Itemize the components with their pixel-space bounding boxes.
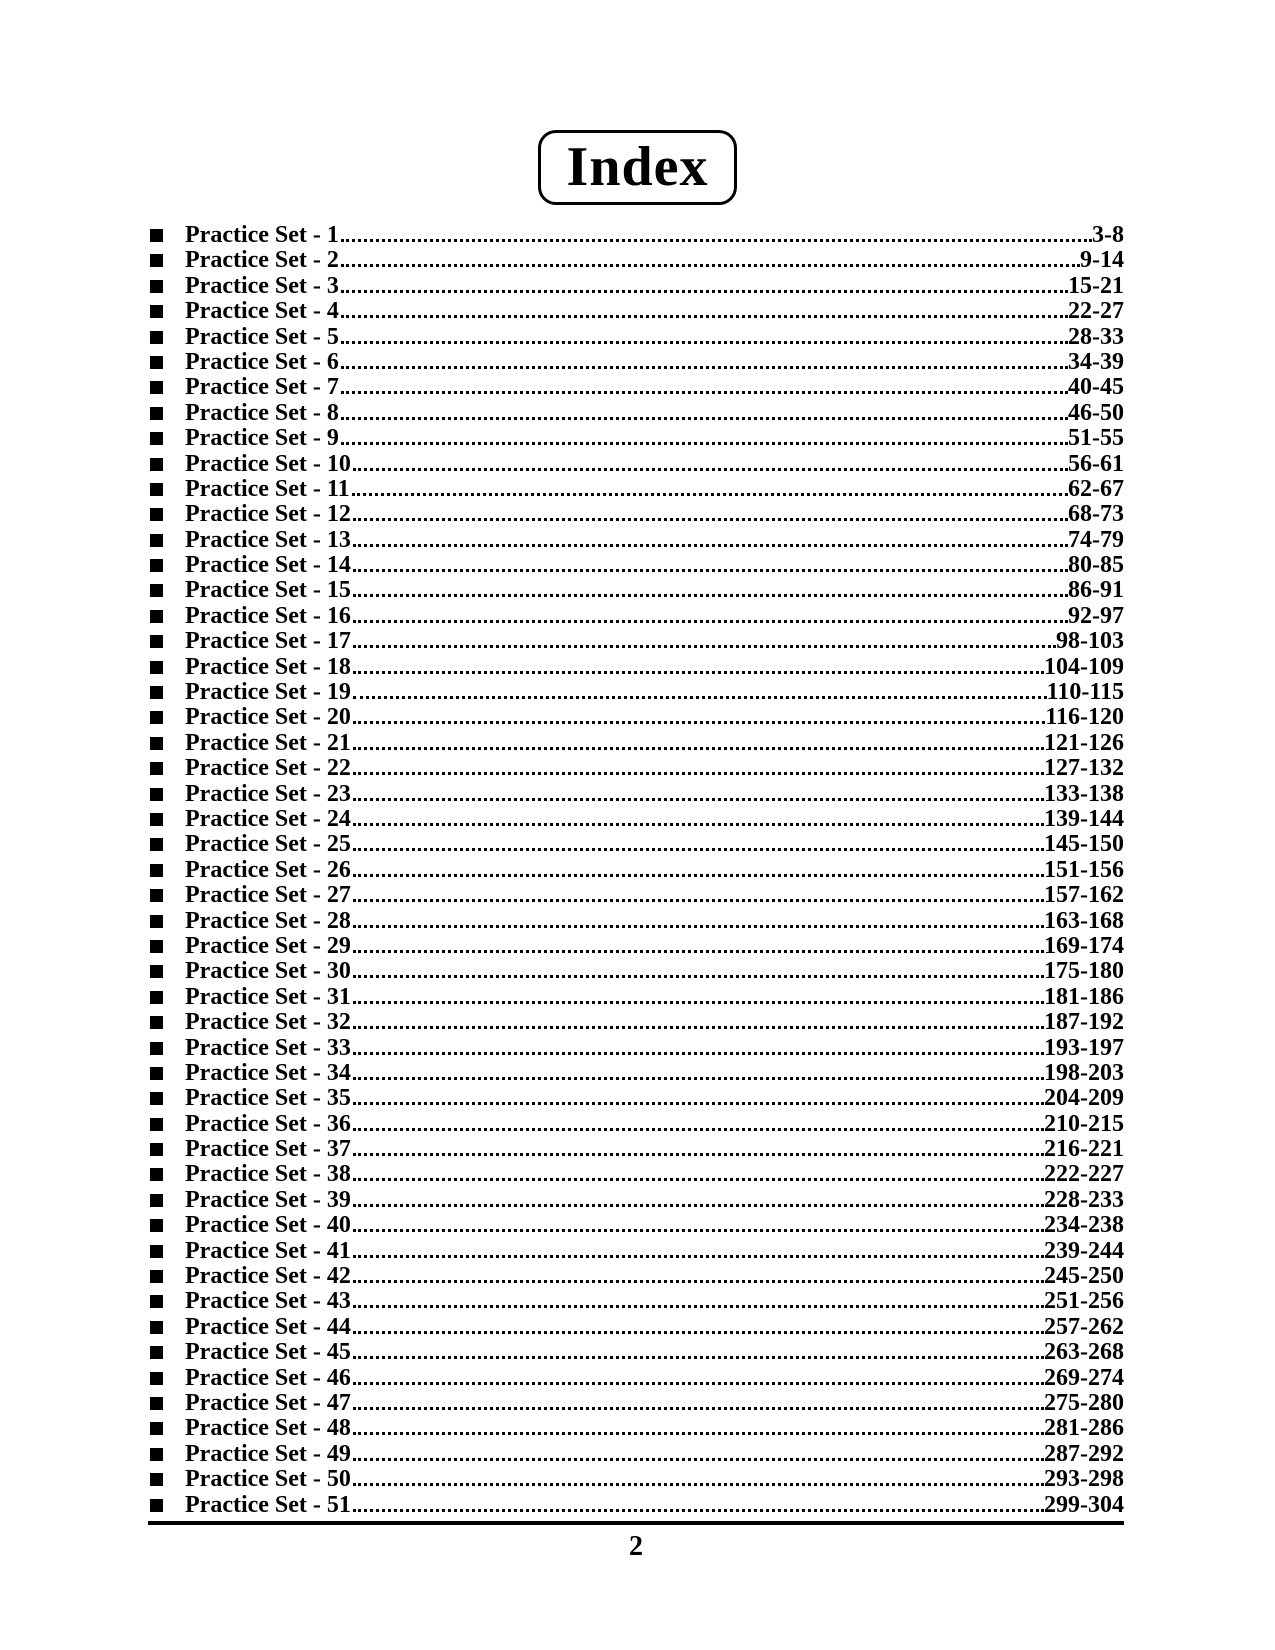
index-entry-row [148,959,1124,984]
index-entry-row [148,807,1124,832]
entry-label: Practice Set - 43 [185,1288,351,1315]
dot-leader [353,671,1044,674]
entry-label: Practice Set - 28 [185,907,351,934]
index-entry-row [148,1264,1124,1289]
index-entry-row [148,1213,1124,1238]
dot-leader [353,1382,1044,1385]
entry-page-range: 34-39 [1068,348,1124,375]
dot-leader [353,544,1068,547]
index-entry-row [148,756,1124,781]
entry-label: Practice Set - 33 [185,1034,351,1061]
entry-page-range: 239-244 [1044,1237,1124,1264]
dot-leader [341,239,1092,242]
bullet-square-icon [150,889,163,902]
dot-leader [353,1483,1044,1486]
entry-label: Practice Set - 25 [185,831,351,858]
dot-leader [341,366,1068,369]
entry-label: Practice Set - 50 [185,1466,351,1493]
dot-leader [353,1026,1044,1029]
entry-page-range: 121-126 [1044,729,1124,756]
dot-leader [353,1153,1044,1156]
entry-label: Practice Set - 36 [185,1110,351,1137]
index-entry-row [148,782,1124,807]
entry-page-range: 228-233 [1044,1186,1124,1213]
dot-leader [353,1077,1044,1080]
entry-page-range: 275-280 [1044,1389,1124,1416]
bullet-square-icon [150,356,163,369]
entry-page-range: 133-138 [1044,780,1124,807]
entry-label: Practice Set - 32 [185,1009,351,1036]
index-entry-row [148,1315,1124,1340]
entry-label: Practice Set - 16 [185,602,351,629]
entry-page-range: 56-61 [1068,450,1124,477]
index-entry-row [148,680,1124,705]
index-entry-row [148,604,1124,629]
entry-page-range: 9-14 [1080,247,1124,274]
entry-page-range: 157-162 [1044,882,1124,909]
entry-page-range: 198-203 [1044,1059,1124,1086]
bullet-square-icon [150,1016,163,1029]
entry-page-range: 139-144 [1044,805,1124,832]
bullet-square-icon [150,1194,163,1207]
bullet-square-icon [150,1042,163,1055]
entry-label: Practice Set - 41 [185,1237,351,1264]
entry-label: Practice Set - 24 [185,805,351,832]
entry-label: Practice Set - 10 [185,450,351,477]
dot-leader [353,1432,1044,1435]
page-number: 2 [629,1530,643,1562]
dot-leader [353,1229,1044,1232]
bullet-square-icon [150,635,163,648]
bullet-square-icon [150,229,163,242]
dot-leader [353,569,1068,572]
entry-page-range: 86-91 [1068,577,1124,604]
entry-label: Practice Set - 2 [185,247,339,274]
entry-page-range: 251-256 [1044,1288,1124,1315]
index-entry-row [148,1061,1124,1086]
entry-page-range: 74-79 [1068,526,1124,553]
bullet-square-icon [150,305,163,318]
bullet-square-icon [150,1397,163,1410]
entry-page-range: 151-156 [1044,856,1124,883]
bullet-square-icon [150,965,163,978]
bullet-square-icon [150,559,163,572]
entry-page-range: 287-292 [1044,1440,1124,1467]
entry-page-range: 293-298 [1044,1466,1124,1493]
bullet-square-icon [150,940,163,953]
index-entry-row [148,934,1124,959]
index-entry-row [148,553,1124,578]
bullet-square-icon [150,838,163,851]
entry-page-range: 175-180 [1044,958,1124,985]
dot-leader [353,1102,1044,1105]
entry-label: Practice Set - 20 [185,704,351,731]
index-entry-row [148,325,1124,350]
entry-label: Practice Set - 44 [185,1313,351,1340]
bullet-square-icon [150,1219,163,1232]
entry-page-range: 40-45 [1068,374,1124,401]
dot-leader [341,264,1080,267]
index-entry-row [148,858,1124,883]
entry-label: Practice Set - 17 [185,628,351,655]
index-entry-row [148,248,1124,273]
entry-label: Practice Set - 48 [185,1415,351,1442]
bullet-square-icon [150,381,163,394]
entry-page-range: 110-115 [1046,679,1124,706]
dot-leader [353,874,1044,877]
entry-page-range: 46-50 [1068,399,1124,426]
bullet-square-icon [150,1448,163,1461]
bullet-square-icon [150,686,163,699]
entry-label: Practice Set - 49 [185,1440,351,1467]
bullet-square-icon [150,458,163,471]
dot-leader [353,518,1068,521]
entry-label: Practice Set - 22 [185,755,351,782]
entry-page-range: 193-197 [1044,1034,1124,1061]
entry-label: Practice Set - 40 [185,1212,351,1239]
index-entry-row [148,1036,1124,1061]
bullet-square-icon [150,1499,163,1512]
index-entry-row [148,1010,1124,1035]
bullet-square-icon [150,483,163,496]
index-entry-row [148,832,1124,857]
dot-leader [353,848,1044,851]
index-entry-row [148,1442,1124,1467]
index-entry-row [148,1239,1124,1264]
dot-leader [353,1356,1044,1359]
index-entry-row [148,1137,1124,1162]
entry-label: Practice Set - 18 [185,653,351,680]
bullet-square-icon [150,331,163,344]
entry-page-range: 3-8 [1092,222,1124,248]
bullet-square-icon [150,737,163,750]
bullet-square-icon [150,432,163,445]
dot-leader [353,899,1044,902]
index-list [148,223,1124,1518]
bullet-square-icon [150,534,163,547]
entry-page-range: 28-33 [1068,323,1124,350]
index-entry-row [148,375,1124,400]
dot-leader [353,696,1047,699]
dot-leader [353,1458,1044,1461]
entry-label: Practice Set - 51 [185,1491,351,1518]
entry-label: Practice Set - 38 [185,1161,351,1188]
dot-leader [353,798,1044,801]
entry-label: Practice Set - 14 [185,552,351,579]
bullet-square-icon [150,864,163,877]
entry-label: Practice Set - 8 [185,399,339,426]
entry-label: Practice Set - 29 [185,932,351,959]
index-entry-row [148,1340,1124,1365]
dot-leader [353,1204,1044,1207]
entry-label: Practice Set - 15 [185,577,351,604]
dot-leader [353,1052,1044,1055]
index-entry-row [148,452,1124,477]
entry-label: Practice Set - 5 [185,323,339,350]
bullet-square-icon [150,991,163,1004]
bullet-square-icon [150,711,163,724]
entry-label: Practice Set - 6 [185,348,339,375]
dot-leader [341,417,1068,420]
dot-leader [353,1001,1044,1004]
dot-leader [353,747,1044,750]
bullet-square-icon [150,1245,163,1258]
bullet-square-icon [150,1473,163,1486]
index-entry-row [148,1188,1124,1213]
dot-leader [341,315,1068,318]
bullet-square-icon [150,1168,163,1181]
bullet-square-icon [150,1372,163,1385]
entry-page-range: 257-262 [1044,1313,1124,1340]
entry-page-range: 163-168 [1044,907,1124,934]
bullet-square-icon [150,1270,163,1283]
dot-leader [353,1331,1044,1334]
bullet-square-icon [150,508,163,521]
entry-label: Practice Set - 34 [185,1059,351,1086]
dot-leader [353,721,1045,724]
dot-leader [353,1280,1044,1283]
bullet-square-icon [150,1118,163,1131]
dot-leader [353,1128,1044,1131]
entry-label: Practice Set - 30 [185,958,351,985]
bullet-square-icon [150,915,163,928]
entry-page-range: 216-221 [1044,1136,1124,1163]
entry-label: Practice Set - 4 [185,298,339,325]
entry-page-range: 169-174 [1044,932,1124,959]
entry-label: Practice Set - 27 [185,882,351,909]
entry-page-range: 98-103 [1056,628,1124,655]
entry-label: Practice Set - 31 [185,983,351,1010]
entry-page-range: 210-215 [1044,1110,1124,1137]
index-entry-row [148,731,1124,756]
index-entry-row [148,883,1124,908]
entry-page-range: 104-109 [1044,653,1124,680]
index-entry-row [148,629,1124,654]
entry-page-range: 116-120 [1045,704,1124,731]
dot-leader [353,772,1044,775]
entry-label: Practice Set - 13 [185,526,351,553]
entry-label: Practice Set - 7 [185,374,339,401]
title-wrap [0,0,1275,205]
index-entry-row [148,477,1124,502]
dot-leader [353,925,1044,928]
entry-label: Practice Set - 47 [185,1389,351,1416]
entry-page-range: 187-192 [1044,1009,1124,1036]
dot-leader [341,391,1068,394]
index-entry-row [148,985,1124,1010]
index-entry-row [148,1467,1124,1492]
dot-leader [353,620,1068,623]
dot-leader [353,645,1056,648]
dot-leader [353,468,1068,471]
bullet-square-icon [150,1295,163,1308]
index-entry-row [148,1493,1124,1518]
dot-leader [353,1305,1044,1308]
dot-leader [353,823,1044,826]
entry-label: Practice Set - 46 [185,1364,351,1391]
index-entry-row [148,401,1124,426]
dot-leader [341,290,1068,293]
index-entry-row [148,1112,1124,1137]
bullet-square-icon [150,788,163,801]
entry-label: Practice Set - 1 [185,222,339,248]
entry-label: Practice Set - 23 [185,780,351,807]
bullet-square-icon [150,813,163,826]
entry-page-range: 80-85 [1068,552,1124,579]
entry-label: Practice Set - 35 [185,1085,351,1112]
index-entry-row [148,1391,1124,1416]
entry-page-range: 127-132 [1044,755,1124,782]
entry-label: Practice Set - 21 [185,729,351,756]
bullet-square-icon [150,1092,163,1105]
dot-leader [341,442,1068,445]
bullet-square-icon [150,584,163,597]
dot-leader [353,1407,1044,1410]
index-entry-row [148,528,1124,553]
index-entry-row [148,705,1124,730]
entry-label: Practice Set - 12 [185,501,351,528]
bullet-square-icon [150,1422,163,1435]
dot-leader [353,1178,1044,1181]
dot-leader [353,594,1068,597]
bullet-square-icon [150,254,163,267]
index-entry-row [148,1162,1124,1187]
entry-page-range: 181-186 [1044,983,1124,1010]
entry-label: Practice Set - 37 [185,1136,351,1163]
bullet-square-icon [150,407,163,420]
footer-rule [148,1521,1124,1525]
bullet-square-icon [150,661,163,674]
bullet-square-icon [150,1143,163,1156]
entry-page-range: 22-27 [1068,298,1124,325]
entry-label: Practice Set - 26 [185,856,351,883]
dot-leader [353,950,1044,953]
dot-leader [352,493,1068,496]
entry-page-range: 299-304 [1044,1491,1124,1518]
bullet-square-icon [150,762,163,775]
dot-leader [353,1255,1044,1258]
entry-label: Practice Set - 19 [185,679,351,706]
entry-page-range: 204-209 [1044,1085,1124,1112]
entry-page-range: 281-286 [1044,1415,1124,1442]
index-entry-row [148,426,1124,451]
index-entry-row [148,1086,1124,1111]
bullet-square-icon [150,610,163,623]
index-entry-row [148,578,1124,603]
bullet-square-icon [150,280,163,293]
index-entry-row [148,909,1124,934]
entry-label: Practice Set - 39 [185,1186,351,1213]
entry-page-range: 62-67 [1068,475,1124,502]
entry-page-range: 269-274 [1044,1364,1124,1391]
entry-label: Practice Set - 42 [185,1263,351,1290]
bullet-square-icon [150,1346,163,1359]
entry-label: Practice Set - 11 [185,475,350,502]
entry-label: Practice Set - 9 [185,425,339,452]
dot-leader [353,975,1044,978]
bullet-square-icon [150,1067,163,1080]
entry-page-range: 245-250 [1044,1263,1124,1290]
entry-page-range: 68-73 [1068,501,1124,528]
entry-label: Practice Set - 3 [185,272,339,299]
index-entry-row [148,223,1124,248]
bullet-square-icon [150,1321,163,1334]
entry-page-range: 234-238 [1044,1212,1124,1239]
index-title: Index [538,130,738,205]
entry-label: Practice Set - 45 [185,1339,351,1366]
entry-page-range: 145-150 [1044,831,1124,858]
index-entry-row [148,299,1124,324]
index-entry-row [148,350,1124,375]
entry-page-range: 51-55 [1068,425,1124,452]
entry-page-range: 222-227 [1044,1161,1124,1188]
index-entry-row [148,1416,1124,1441]
entry-page-range: 92-97 [1068,602,1124,629]
index-entry-row [148,1366,1124,1391]
dot-leader [353,1509,1044,1512]
index-entry-row [148,1289,1124,1314]
index-entry-row [148,274,1124,299]
dot-leader [341,341,1068,344]
entry-page-range: 263-268 [1044,1339,1124,1366]
index-entry-row [148,655,1124,680]
entry-page-range: 15-21 [1068,272,1124,299]
index-entry-row [148,502,1124,527]
